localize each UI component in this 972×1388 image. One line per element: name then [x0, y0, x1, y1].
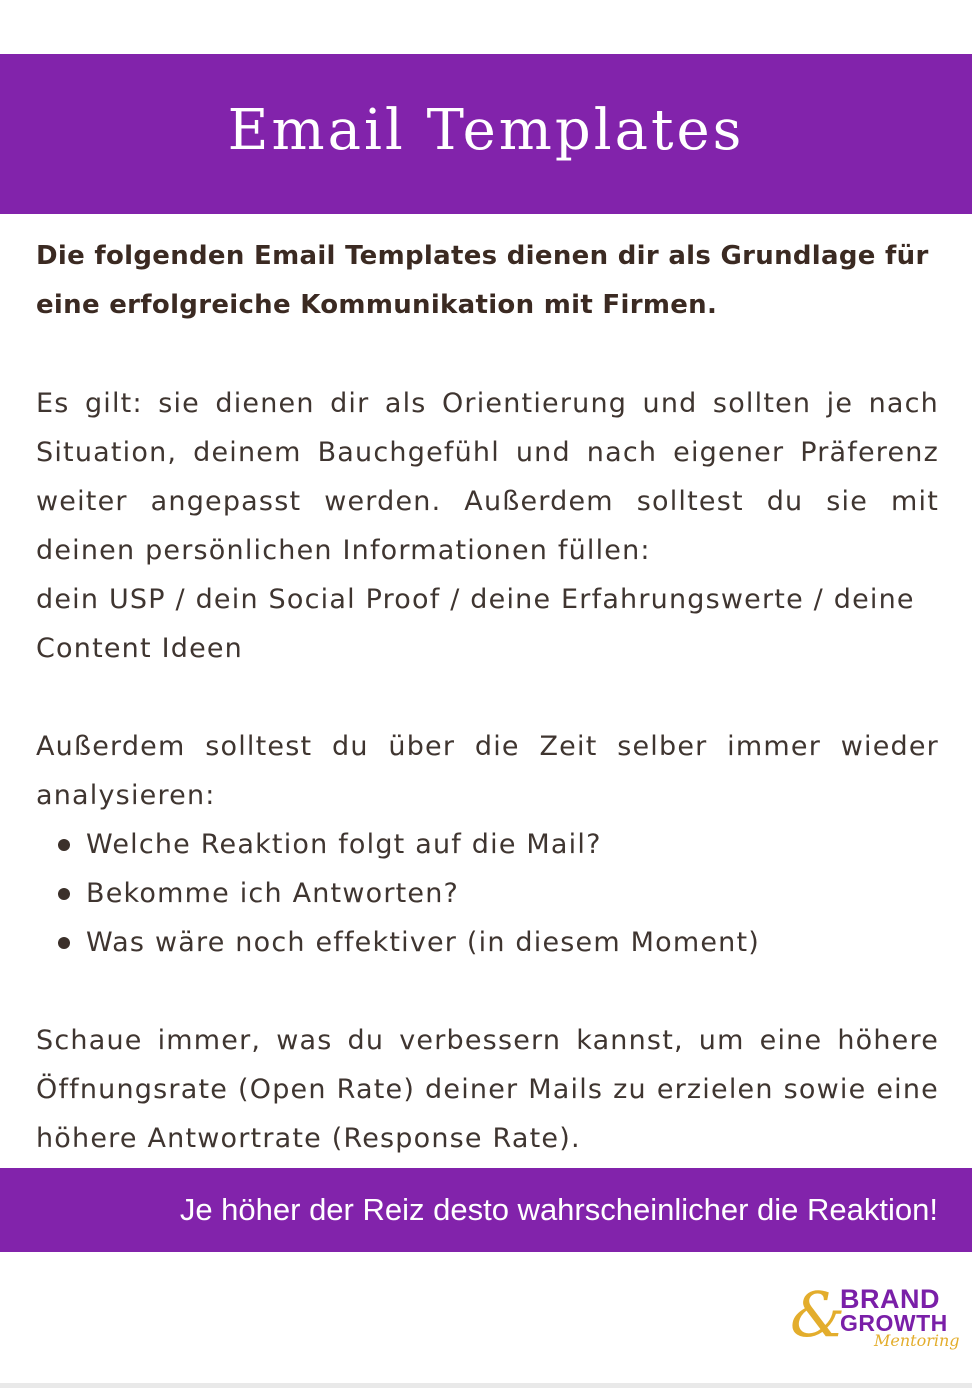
logo-mentoring-text: Mentoring — [874, 1331, 960, 1350]
spacer — [36, 967, 939, 1016]
brand-growth-logo — [790, 1278, 966, 1356]
analysis-questions-list — [36, 820, 939, 967]
bottom-divider — [0, 1383, 972, 1388]
main-content — [36, 232, 939, 1163]
paragraph-usage-list: dein USP / dein Social Proof / deine Erfahrungswerte / deine Content Ideen — [36, 584, 915, 664]
spacer — [36, 673, 939, 722]
quote-text: Je höher der Reiz desto wahrscheinlicher die Reaktion! — [179, 1192, 938, 1227]
list-item — [36, 918, 939, 967]
logo-brand-text: BRAND — [840, 1284, 940, 1314]
logo-ampersand: & — [790, 1278, 846, 1351]
quote-banner — [0, 1168, 972, 1252]
paragraph-usage: Es gilt: sie dienen dir als Orientierung und sollten je nach Situation, deinem Bauchgefühl und nach eigener Präferenz weiter angepasst werden. Außerdem solltest du sie mit deinen persönlichen Informationen füllen: — [36, 388, 939, 566]
logo-growth-text: GROWTH — [840, 1310, 948, 1336]
title-banner — [0, 54, 972, 214]
bullet-icon — [58, 937, 70, 949]
page-title: Email Templates — [227, 97, 745, 163]
intro-lead: Die folgenden Email Templates dienen dir als Grundlage für eine erfolgreiche Kommunikation mit Firmen. — [36, 241, 929, 320]
bullet-icon — [58, 839, 70, 851]
list-item-text: Welche Reaktion folgt auf die Mail? — [86, 829, 602, 860]
bullet-icon — [58, 888, 70, 900]
spacer — [36, 330, 939, 379]
list-item — [36, 820, 939, 869]
list-item — [36, 869, 939, 918]
list-item-text: Was wäre noch effektiver (in diesem Moment) — [86, 927, 760, 958]
list-item-text: Bekomme ich Antworten? — [86, 878, 460, 909]
paragraph-analyze: Außerdem solltest du über die Zeit selber immer wieder analysieren: — [36, 731, 939, 811]
paragraph-improve: Schaue immer, was du verbessern kannst, um eine höhere Öffnungsrate (Open Rate) deiner Mails zu erzielen sowie eine höhere Antwortrate (Response Rate). — [36, 1025, 939, 1154]
